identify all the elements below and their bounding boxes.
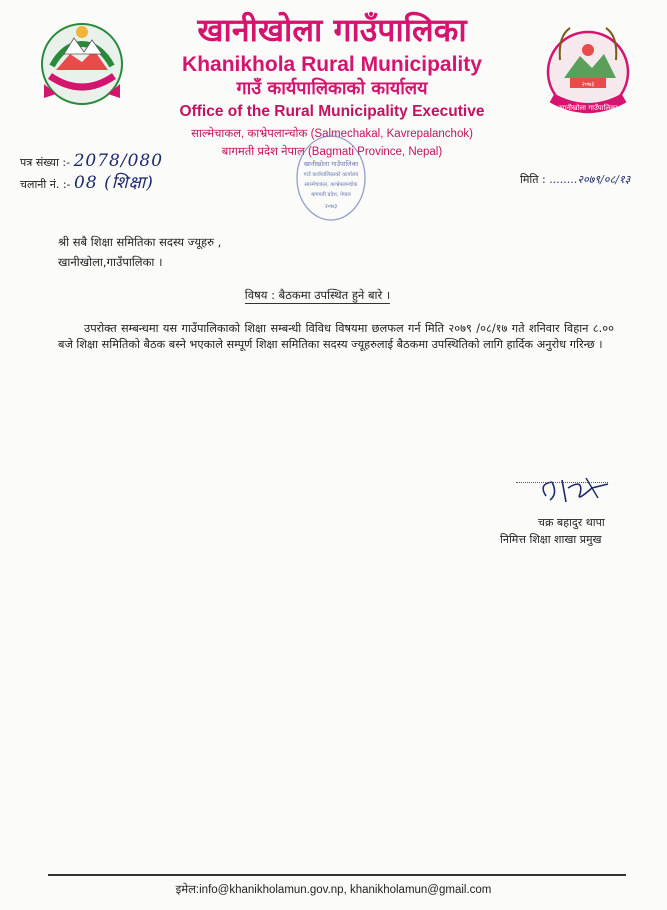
- stamp-line-4: बागमती प्रदेश, नेपाल: [311, 192, 351, 198]
- address-line-1: साल्मेचाकल, काभ्रेपलान्चोक (Salmechakal, Kavrepalanchok): [191, 128, 473, 140]
- addressee: [58, 232, 221, 272]
- letter-number: [20, 153, 163, 171]
- letter-date-label: मिति :: [520, 173, 546, 186]
- dispatch-number-value: 08 (शिक्षा): [74, 173, 154, 193]
- stamp-year: २०७३: [324, 203, 338, 210]
- municipality-logo-left: [34, 14, 130, 118]
- municipality-name-np: खानीखोला गाउँपालिका: [197, 11, 467, 49]
- signatory-name: चक्र बहादुर थापा: [538, 516, 605, 529]
- letter-number-label: पत्र संख्या :-: [20, 156, 71, 169]
- office-name-np: गाउँ कार्यपालिकाको कार्यालय: [236, 78, 428, 99]
- footer-contact: इमेल:info@khanikholamun.gov.np, khanikholamun@gmail.com: [175, 884, 492, 896]
- letter-subject: [0, 288, 520, 303]
- footer-divider: [48, 874, 626, 876]
- letter-body: उपरोक्त सम्बन्धमा यस गाउँपालिकाको शिक्षा सम्बन्धी विविध विषयमा छलफल गर्न मिति २०७९ /०८/१७ गते शनिवार विहान ८.०० बजे शिक्षा समितिको बैठक बस्ने भएकाले सम्पूर्ण शिक्षा समितिका सदस्य ज्यूहरुलाई बैठकमा उपस्थितिको लागि हार्दिक अनुरोध गरिन्छ ।: [58, 322, 614, 351]
- letter-number-value: 2078/080: [73, 151, 164, 171]
- signature-line: [516, 482, 608, 483]
- emblem-right-label: खानीखोला गाउँपालिका: [558, 104, 618, 112]
- signatory-title: निमित्त शिक्षा शाखा प्रमुख: [500, 533, 602, 546]
- stamp-line-3: साल्मेचाकल, काभ्रेपलान्चोक: [304, 182, 358, 188]
- letter-date: [520, 172, 630, 188]
- letter-subject-text: विषय : बैठकमा उपस्थित हुने बारे ।: [244, 288, 391, 302]
- stamp-line-2: गाउँ कार्यपालिकाको कार्यालय: [303, 172, 359, 178]
- addressee-line-2: खानीखोला,गाउँपालिका ।: [58, 255, 163, 269]
- stamp-line-1: खानीखोला गाउँपालिका: [303, 160, 359, 168]
- dispatch-number-label: चलानी नं. :-: [20, 178, 71, 191]
- address-line-2: बागमती प्रदेश नेपाल (Bagmati Province, Nepal): [221, 146, 443, 158]
- dispatch-number: [20, 175, 154, 193]
- office-name-en: Office of the Rural Municipality Executive: [179, 103, 485, 120]
- signature-mark: [528, 474, 618, 510]
- emblem-right-year: २०७३: [581, 81, 595, 88]
- municipality-name-en: Khanikhola Rural Municipality: [182, 53, 482, 76]
- municipality-logo-right: [540, 20, 636, 124]
- addressee-line-1: श्री सबै शिक्षा समितिका सदस्य ज्यूहरु ,: [58, 235, 222, 249]
- office-stamp: [292, 130, 370, 226]
- letter-date-value: ........२०७९/०८/१३: [549, 173, 631, 186]
